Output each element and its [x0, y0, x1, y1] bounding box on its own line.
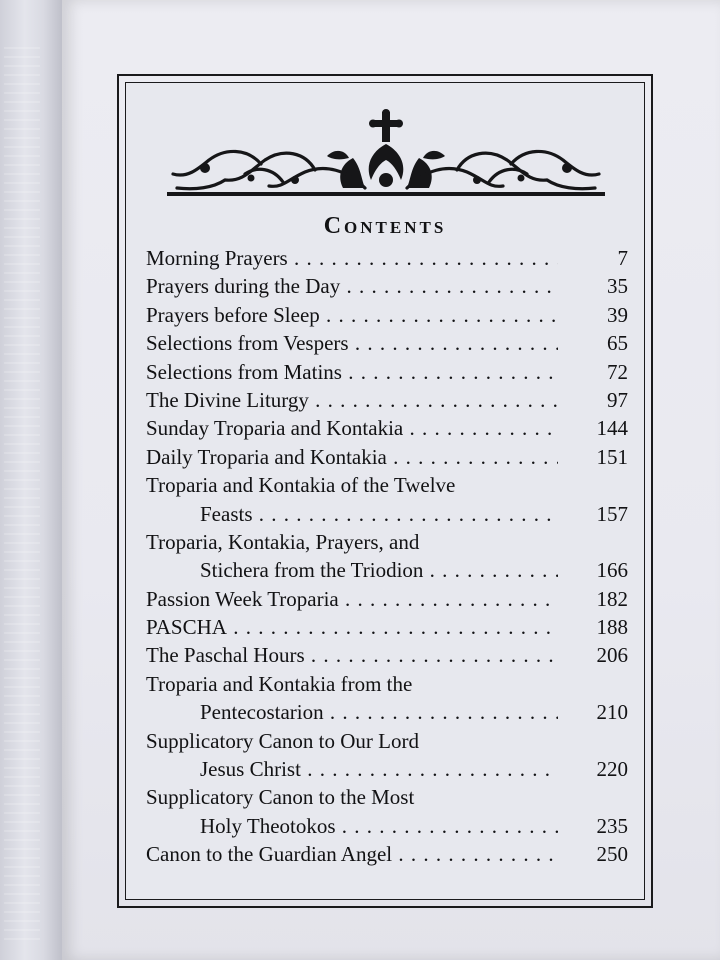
toc-entry-title: PASCHA . . . [146, 613, 558, 641]
toc-entry-title: Selections from Vespers . . . [146, 329, 558, 357]
toc-entry-sunday-troparia[interactable] [146, 414, 628, 442]
toc-entry-title: Prayers before Sleep . . . [146, 301, 558, 329]
toc-page-number: 206 [596, 643, 628, 668]
toc-entry-prayers-before-sleep[interactable] [146, 301, 628, 329]
toc-entry-twelve-feasts[interactable] [146, 500, 628, 528]
toc-entry-title-line1: Supplicatory Canon to Our Lord [146, 728, 419, 753]
toc-entry-title: Canon to the Guardian Angel . . . [146, 840, 558, 868]
toc-entry-title-line1: Troparia and Kontakia of the Twelve [146, 473, 456, 498]
toc-entry-daily-troparia[interactable] [146, 443, 628, 471]
table-of-contents [146, 244, 628, 869]
toc-entry-canon-jesus-christ[interactable] [146, 755, 628, 783]
toc-page-number: 7 [617, 246, 628, 270]
toc-page-number: 151 [596, 444, 628, 469]
toc-entry-pentecostarion[interactable] [146, 698, 628, 726]
toc-entry-title-line1: Troparia, Kontakia, Prayers, and [146, 529, 420, 554]
toc-page-number: 144 [596, 416, 628, 441]
toc-entry-prayers-during-day[interactable] [146, 272, 628, 300]
toc-entry-title-line1: Troparia and Kontakia from the [146, 671, 413, 696]
toc-entry-guardian-angel[interactable] [146, 840, 628, 868]
toc-page-number: 188 [596, 615, 628, 640]
toc-page-number: 210 [596, 700, 628, 725]
toc-entry-title: Stichera from the Triodion . . . [200, 556, 558, 584]
toc-entry-pascha[interactable] [146, 613, 628, 641]
toc-page-number: 35 [607, 274, 628, 299]
toc-page-number: 220 [596, 757, 628, 782]
toc-entry-divine-liturgy[interactable] [146, 386, 628, 414]
toc-entry-title: Daily Troparia and Kontakia . . . [146, 443, 558, 471]
toc-entry-title: The Divine Liturgy . . . [146, 386, 558, 414]
toc-page-number: 39 [607, 302, 628, 327]
toc-entry-title: Selections from Matins . . . [146, 358, 558, 386]
contents-heading: Contents [323, 213, 447, 239]
toc-entry-title-line1: Supplicatory Canon to the Most [146, 785, 415, 810]
toc-page-number: 157 [596, 501, 628, 526]
toc-entry-passion-week[interactable] [146, 585, 628, 613]
toc-entry-title: The Paschal Hours . . . [146, 641, 558, 669]
facing-page-border [4, 40, 40, 940]
toc-entry-title: Jesus Christ . . . [200, 755, 558, 783]
toc-entry-title: Morning Prayers . . . [146, 244, 558, 272]
toc-page-number: 166 [596, 558, 628, 583]
toc-entry-paschal-hours[interactable] [146, 641, 628, 669]
toc-page-number: 97 [607, 387, 628, 412]
toc-entry-triodion[interactable] [146, 556, 628, 584]
toc-page-number: 250 [596, 842, 628, 867]
toc-entry-morning-prayers[interactable] [146, 244, 628, 272]
toc-entry-title: Feasts . . . [200, 500, 558, 528]
toc-page-number: 235 [596, 813, 628, 838]
toc-entry-title: Passion Week Troparia . . . [146, 585, 558, 613]
toc-page-number: 182 [596, 586, 628, 611]
toc-entry-title: Sunday Troparia and Kontakia . . . [146, 414, 558, 442]
book-gutter [0, 0, 62, 960]
toc-entry-title: Prayers during the Day . . . [146, 272, 558, 300]
toc-entry-canon-theotokos[interactable] [146, 812, 628, 840]
toc-entry-vespers[interactable] [146, 329, 628, 357]
toc-page-number: 65 [607, 331, 628, 356]
toc-entry-title: Pentecostarion . . . [200, 698, 558, 726]
toc-entry-title: Holy Theotokos . . . [200, 812, 558, 840]
toc-page-number: 72 [607, 359, 628, 384]
floral-cross-ornament-icon [165, 108, 607, 200]
toc-entry-matins[interactable] [146, 358, 628, 386]
